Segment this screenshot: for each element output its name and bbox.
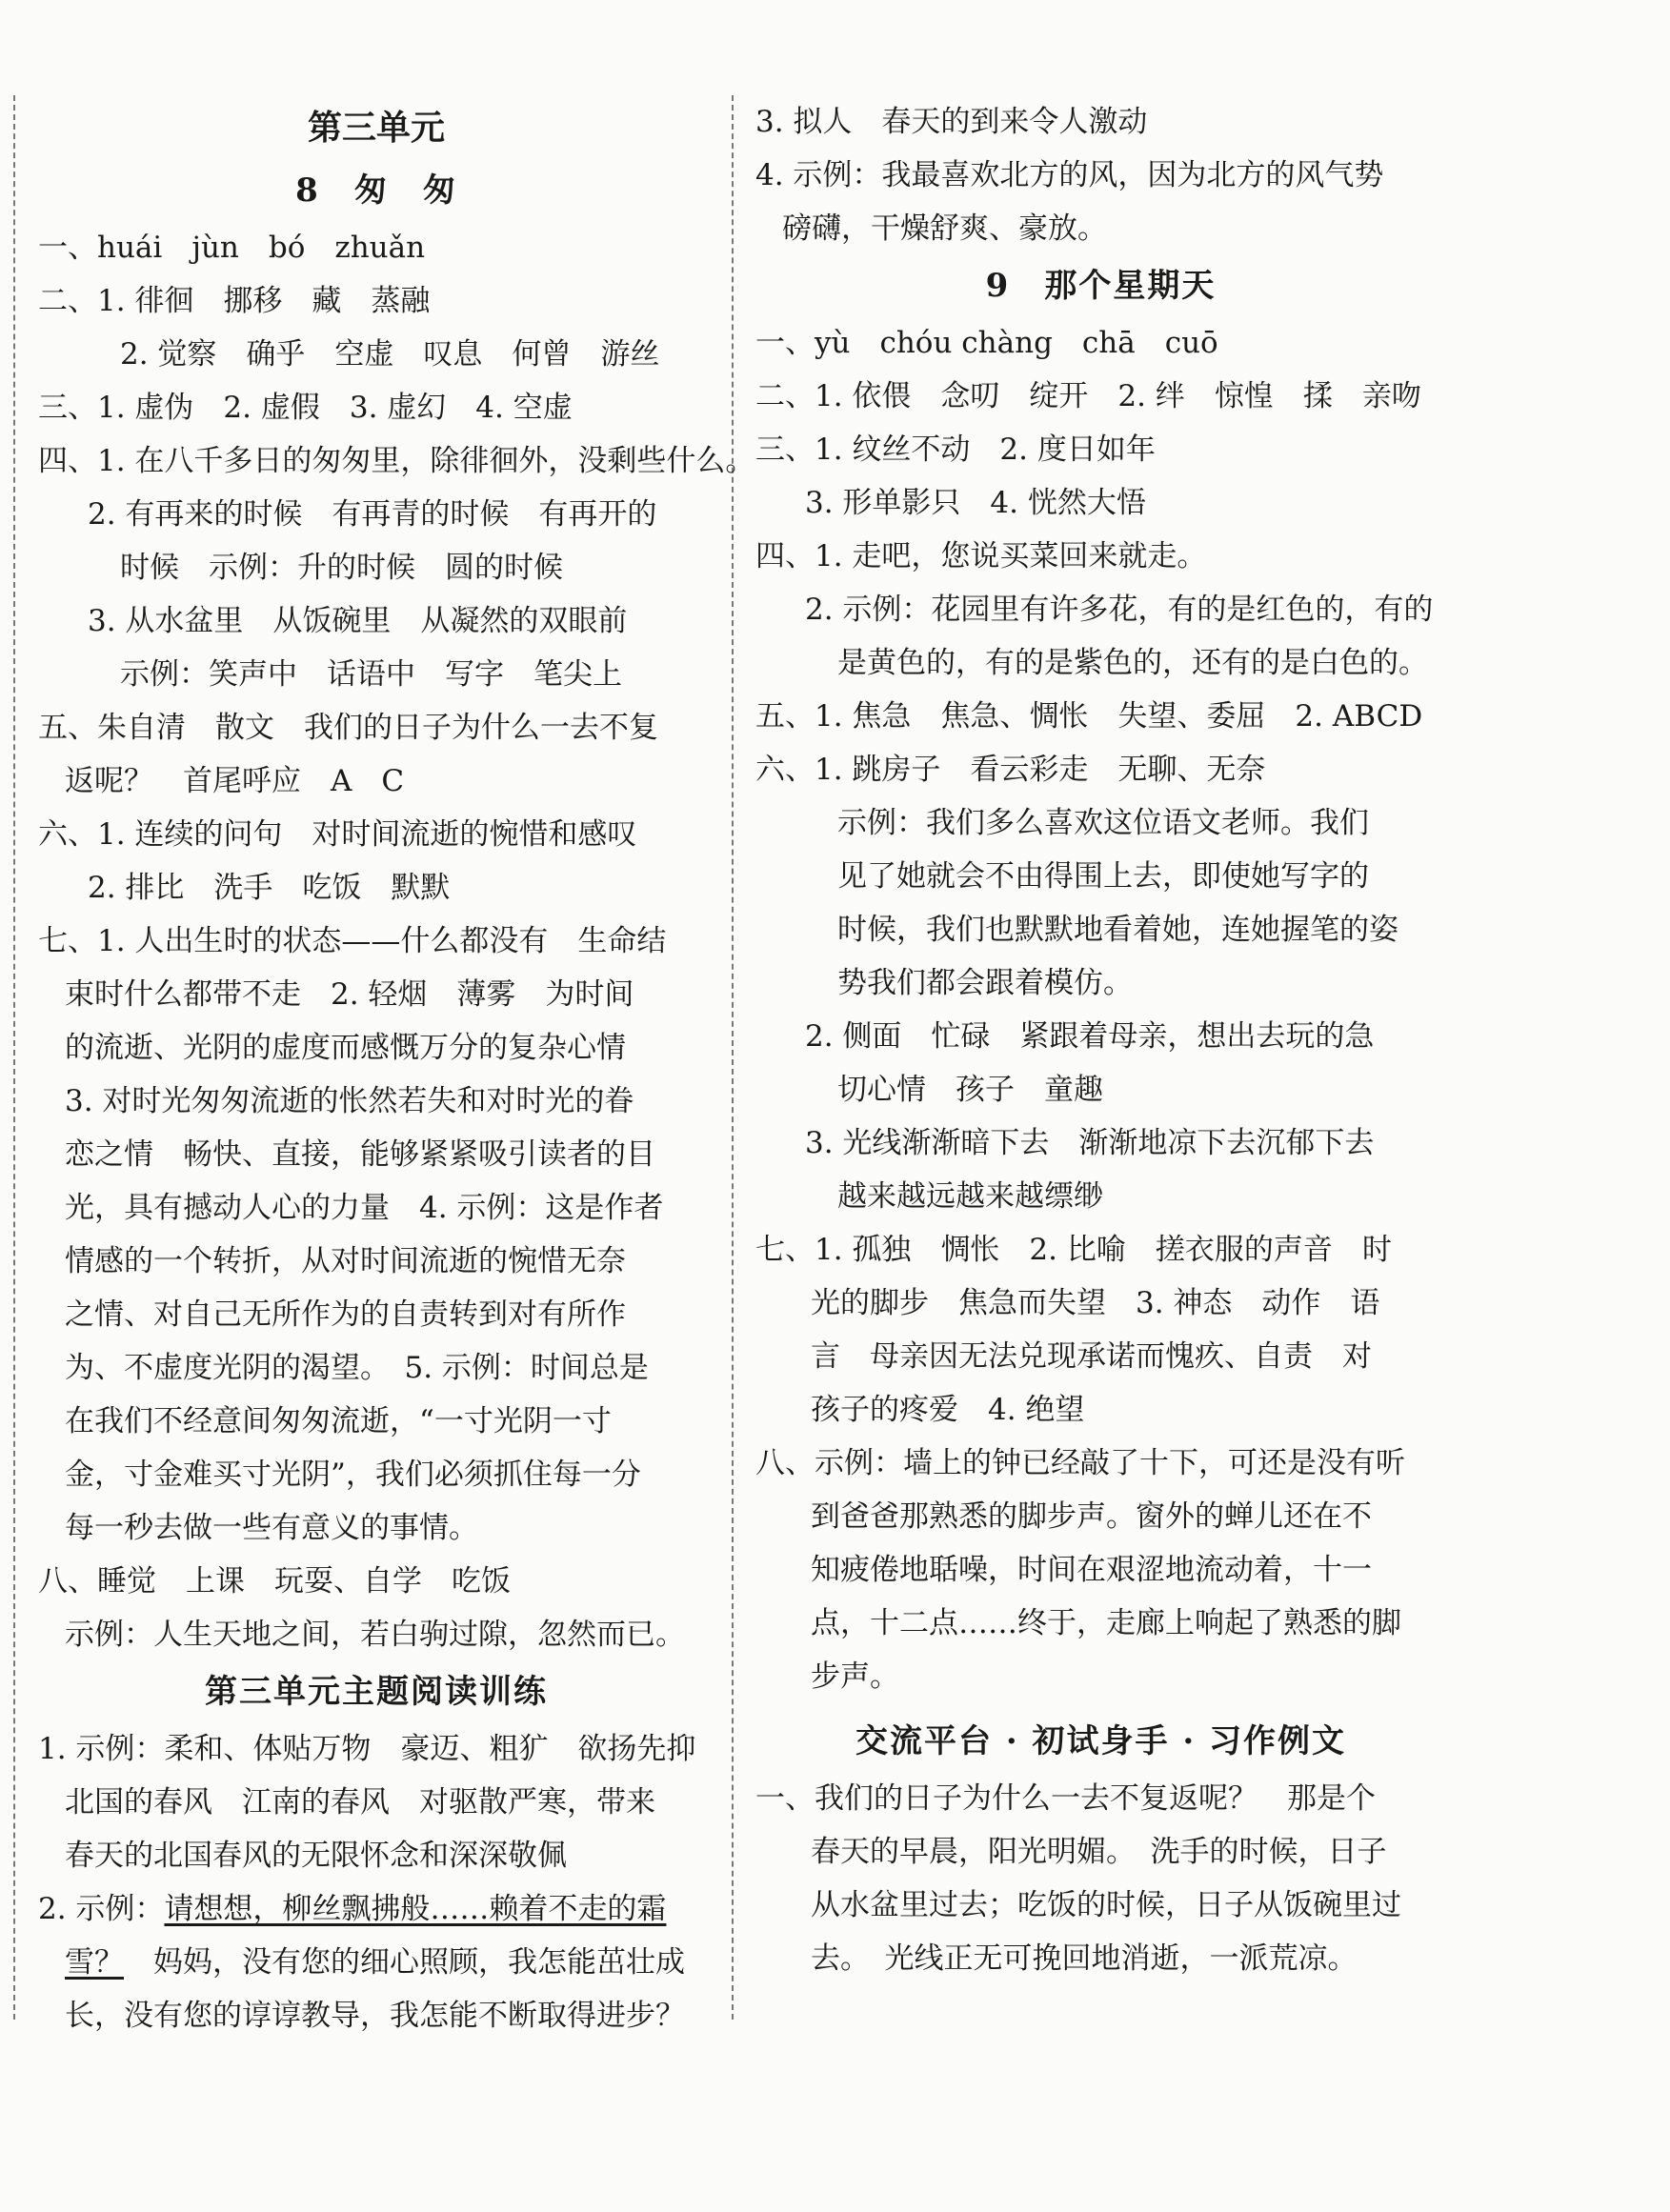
answer-line: 孩子的疼爱 4. 绝望: [811, 1393, 1085, 1427]
answer-line: 的流逝、光阴的虚度而感慨万分的复杂心情: [65, 1031, 626, 1065]
answer-line: 3. 拟人 春天的到来令人激动: [755, 105, 1148, 139]
answer-line: 势我们都会跟着模仿。: [837, 966, 1133, 1000]
answer-line: 时候 示例：升的时候 圆的时候: [120, 551, 563, 585]
left-column: [38, 95, 755, 2042]
answer-line: 四、1. 走吧，您说买菜回来就走。: [755, 539, 1207, 573]
answer-line: 六、1. 连续的问句 对时间流逝的惋惜和感叹: [38, 817, 637, 852]
answer-line: 长，没有您的谆谆教导，我怎能不断取得进步？: [65, 1999, 685, 2033]
answer-line: 四、1. 在八千多日的匆匆里，除徘徊外，没剩些什么。: [38, 444, 755, 478]
answer-line: 2. 觉察 确乎 空虚 叹息 何曾 游丝: [120, 337, 660, 372]
answer-line: 之情、对自己无所作为的自责转到对有所作: [65, 1297, 626, 1332]
answer-line: 在我们不经意间匆匆流逝，“一寸光阴一寸: [65, 1404, 612, 1438]
answer-line: 一、我们的日子为什么一去不复返呢？ 那是个: [755, 1781, 1376, 1816]
answer-line: 3. 形单影只 4. 恍然大悟: [805, 486, 1146, 520]
lesson-9-title: 9 那个星期天: [985, 267, 1217, 305]
underlined-text: 雪？: [65, 1945, 124, 1980]
answer-line: 3. 光线渐渐暗下去 渐渐地凉下去沉郁下去: [805, 1126, 1375, 1160]
answer-line: 从水盆里过去；吃饭的时候，日子从饭碗里过: [811, 1888, 1401, 1922]
answer-line: 返呢？ 首尾呼应 A C: [65, 764, 405, 798]
left-margin-dashed-line: [13, 95, 15, 2020]
answer-line: 五、朱自清 散文 我们的日子为什么一去不复: [38, 711, 658, 745]
answer-line: 一、yù chóu chàng chā cuō: [755, 326, 1218, 360]
answer-line: 恋之情 畅快、直接，能够紧紧吸引读者的目: [65, 1137, 655, 1172]
column-divider-dashed-line: [732, 95, 734, 2020]
answer-line: 1. 示例：柔和、体贴万物 豪迈、粗犷 欲扬先抑: [38, 1732, 696, 1766]
answer-line: 七、1. 孤独 惆怅 2. 比喻 搓衣服的声音 时: [755, 1233, 1392, 1267]
answer-line: 北国的春风 江南的春风 对驱散严寒，带来: [65, 1785, 655, 1820]
answer-line: 三、1. 虚伪 2. 虚假 3. 虚幻 4. 空虚: [38, 391, 573, 425]
answer-line: 示例：笑声中 话语中 写字 笔尖上: [120, 657, 622, 692]
answer-line: 时候，我们也默默地看着她，连她握笔的姿: [837, 913, 1398, 947]
answer-line: 2. 排比 洗手 吃饭 默默: [88, 871, 451, 905]
answer-line: 三、1. 纹丝不动 2. 度日如年: [755, 432, 1156, 467]
answer-line: 3. 从水盆里 从饭碗里 从凝然的双眼前: [88, 604, 628, 638]
answer-line: 束时什么都带不走 2. 轻烟 薄雾 为时间: [65, 977, 634, 1012]
answer-line: 2. 侧面 忙碌 紧跟着母亲，想出去玩的急: [805, 1019, 1375, 1054]
answer-line: 春天的早晨，阳光明媚。 洗手的时候，日子: [811, 1835, 1387, 1869]
answer-line: 点，十二点……终于，走廊上响起了熟悉的脚: [811, 1606, 1401, 1640]
answer-line: 3. 对时光匆匆流逝的怅然若失和对时光的眷: [65, 1084, 634, 1118]
underlined-text: 请想想，柳丝飘拂般……赖着不走的霜: [164, 1892, 667, 1926]
answer-line: 言 母亲因无法兑现承诺而愧疚、自责 对: [811, 1339, 1372, 1374]
answer-line: 二、1. 依偎 念叨 绽开 2. 绊 惊惶 揉 亲吻: [755, 379, 1421, 413]
answer-line: 见了她就会不由得围上去，即使她写字的: [837, 859, 1369, 894]
reading-training-title: 第三单元主题阅读训练: [205, 1673, 548, 1711]
answer-line: 金，寸金难买寸光阴”，我们必须抓住每一分: [65, 1458, 641, 1492]
answer-line: 步声。: [811, 1659, 899, 1694]
answer-line: [38, 1936, 714, 1989]
answer-line: 七、1. 人出生时的状态——什么都没有 生命结: [38, 924, 667, 958]
answer-line: 光，具有撼动人心的力量 4. 示例：这是作者: [65, 1191, 664, 1225]
lesson-8-title: 8 匆 匆: [295, 171, 457, 210]
exchange-platform-title: 交流平台 · 初试身手 · 习作例文: [855, 1722, 1347, 1760]
answer-line: [38, 1882, 714, 1936]
answer-line: 春天的北国春风的无限怀念和深深敬佩: [65, 1839, 567, 1873]
answer-line: 去。 光线正无可挽回地消逝，一派荒凉。: [811, 1941, 1358, 1976]
answer-line: 为、不虚度光阴的渴望。 5. 示例：时间总是: [65, 1351, 649, 1385]
answer-line: 知疲倦地聒噪，时间在艰涩地流动着，十一: [811, 1553, 1372, 1587]
answer-text: 2. 示例：: [38, 1892, 165, 1926]
answer-line: 八、示例：墙上的钟已经敲了十下，可还是没有听: [755, 1446, 1405, 1480]
answer-line: 到爸爸那熟悉的脚步声。窗外的蝉儿还在不: [811, 1499, 1372, 1534]
answer-line: 切心情 孩子 童趣: [837, 1073, 1103, 1107]
unit-title: 第三单元: [307, 108, 445, 148]
answer-line: 八、睡觉 上课 玩耍、自学 吃饭: [38, 1564, 511, 1599]
answer-line: 五、1. 焦急 焦急、惆怅 失望、委屈 2. ABCD: [755, 699, 1423, 734]
answer-line: 示例：人生天地之间，若白驹过隙，忽然而已。: [65, 1618, 685, 1652]
answer-line: 2. 示例：花园里有许多花，有的是红色的，有的: [805, 593, 1434, 627]
answer-line: 示例：我们多么喜欢这位语文老师。我们: [837, 806, 1369, 840]
right-column: [755, 95, 1446, 1985]
answer-line: 情感的一个转折，从对时间流逝的惋惜无奈: [65, 1244, 626, 1278]
answer-line: 光的脚步 焦急而失望 3. 神态 动作 语: [811, 1286, 1380, 1320]
answer-line: 2. 有再来的时候 有再青的时候 有再开的: [88, 497, 657, 532]
answer-line: 每一秒去做一些有意义的事情。: [65, 1511, 478, 1545]
answer-text: 妈妈，没有您的细心照顾，我怎能茁壮成: [124, 1945, 685, 1980]
answer-line: 4. 示例：我最喜欢北方的风，因为北方的风气势: [755, 158, 1384, 192]
answer-line: 越来越远越来越缥缈: [837, 1179, 1103, 1214]
answer-line: 二、1. 徘徊 挪移 藏 蒸融: [38, 284, 431, 318]
answer-line: 一、huái jùn bó zhuǎn: [38, 231, 426, 265]
answer-line: 六、1. 跳房子 看云彩走 无聊、无奈: [755, 753, 1266, 787]
answer-line: 磅礴，干燥舒爽、豪放。: [782, 211, 1107, 246]
answer-line: 是黄色的，有的是紫色的，还有的是白色的。: [837, 646, 1428, 680]
